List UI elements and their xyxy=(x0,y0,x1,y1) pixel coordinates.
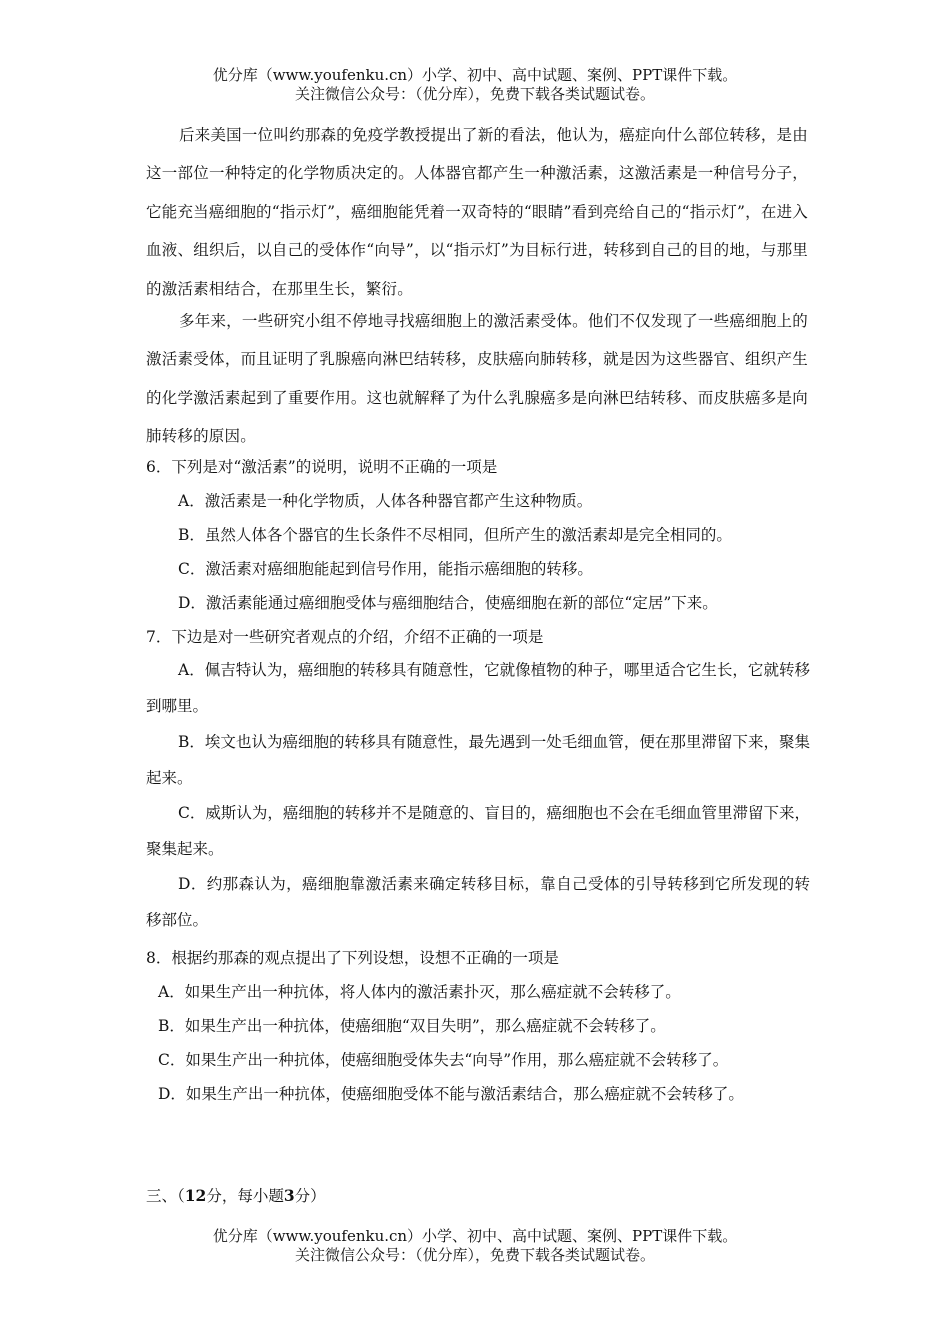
question-6-stem: 6．下列是对“激活素”的说明，说明不正确的一项是 xyxy=(146,458,498,476)
passage-paragraph-1: 后来美国一位叫约那森的免疫学教授提出了新的看法，他认为，癌症向什么部位转移，是由这一部位一种特定的化学物质决定的。人体器官都产生一种激活素，这激活素是一种信号分子，它能充当癌细胞的“指示灯”，癌细胞能凭着一双奇特的“眼睛”看到亮给自己的“指示灯”，在进入血液、组织后，以自己的受体作“向导”，以“指示灯”为目标行进，转移到自己的目的地，与那里的激活素相结合，在那里生长，繁衍。 xyxy=(146,126,808,298)
question-6-option-b: B．虽然人体各个器官的生长条件不尽相同，但所产生的激活素却是完全相同的。 xyxy=(178,526,732,544)
page-footer xyxy=(0,1227,950,1265)
question-7-option-a: A．佩吉特认为，癌细胞的转移具有随意性，它就像植物的种子，哪里适合它生长，它就转移到哪里。 xyxy=(146,661,810,715)
question-8-option-d: D．如果生产出一种抗体，使癌细胞受体不能与激活素结合，那么癌症就不会转移了。 xyxy=(158,1085,744,1103)
question-7-stem: 7．下边是对一些研究者观点的介绍，介绍不正确的一项是 xyxy=(146,628,544,646)
question-8-option-a: A．如果生产出一种抗体，将人体内的激活素扑灭，那么癌症就不会转移了。 xyxy=(158,983,681,1001)
question-6-option-d: D．激活素能通过癌细胞受体与癌细胞结合，使癌细胞在新的部位“定居”下来。 xyxy=(178,594,718,612)
section-3-each: 3 xyxy=(283,1186,295,1205)
question-7-option-b: B．埃文也认为癌细胞的转移具有随意性，最先遇到一处毛细血管，便在那里滞留下来，聚集起来。 xyxy=(146,733,810,787)
section-3-score: 12 xyxy=(184,1186,207,1205)
question-8-option-c: C．如果生产出一种抗体，使癌细胞受体失去“向导”作用，那么癌症就不会转移了。 xyxy=(158,1051,729,1069)
section-3-prefix: 三、（ xyxy=(146,1187,185,1205)
question-7-option-c: C．威斯认为，癌细胞的转移并不是随意的、盲目的，癌细胞也不会在毛细血管里滞留下来，聚集起来。 xyxy=(146,804,810,858)
section-3-heading xyxy=(146,1184,326,1206)
question-7-option-d: D．约那森认为，癌细胞靠激活素来确定转移目标，靠自己受体的引导转移到它所发现的转移部位。 xyxy=(146,875,810,929)
footer-line-2: 关注微信公众号：（优分库），免费下载各类试题试卷。 xyxy=(294,1246,655,1264)
question-6-option-c: C．激活素对癌细胞能起到信号作用，能指示癌细胞的转移。 xyxy=(178,560,593,578)
passage-paragraph-2: 多年来，一些研究小组不停地寻找癌细胞上的激活素受体。他们不仅发现了一些癌细胞上的激活素受体，而且证明了乳腺癌向淋巴结转移，皮肤癌向肺转移，就是因为这些器官、组织产生的化学激活素起到了重要作用。这也就解释了为什么乳腺癌多是向淋巴结转移、而皮肤癌多是向肺转移的原因。 xyxy=(146,312,808,446)
footer-line-1: 优分库（www.youfenku.cn）小学、初中、高中试题、案例、PPT课件下载。 xyxy=(212,1227,738,1245)
header-line-2: 关注微信公众号：（优分库），免费下载各类试题试卷。 xyxy=(294,85,655,103)
header-line-1: 优分库（www.youfenku.cn）小学、初中、高中试题、案例、PPT课件下载。 xyxy=(212,66,738,84)
question-8-option-b: B．如果生产出一种抗体，使癌细胞“双目失明”，那么癌症就不会转移了。 xyxy=(158,1017,666,1035)
page-header xyxy=(0,66,950,104)
section-3-mid: 分，每小题 xyxy=(206,1187,284,1205)
section-3-suffix: 分） xyxy=(294,1187,326,1205)
question-8-stem: 8．根据约那森的观点提出了下列设想，设想不正确的一项是 xyxy=(146,949,559,967)
question-6-option-a: A．激活素是一种化学物质，人体各种器官都产生这种物质。 xyxy=(178,492,593,510)
